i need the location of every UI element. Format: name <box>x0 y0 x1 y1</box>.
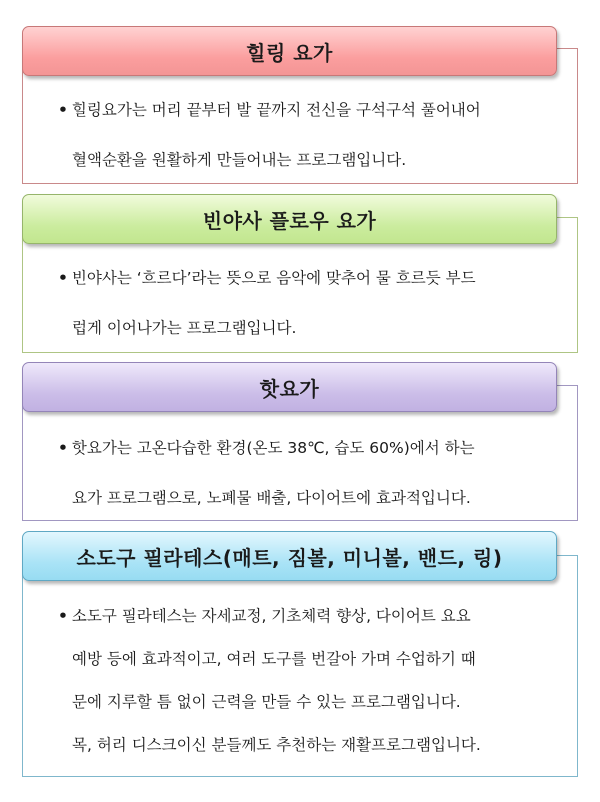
description-line: 목, 허리 디스크이신 분들께도 추천하는 재활프로그램입니다. <box>72 736 481 754</box>
description-line: 문에 지루할 틈 없이 근력을 만들 수 있는 프로그램입니다. <box>72 693 461 711</box>
program-title-header: 핫요가 <box>22 362 557 412</box>
bullet-icon: • <box>58 101 68 119</box>
description-line: • 소도구 필라테스는 자세교정, 기초체력 향상, 다이어트 요요 <box>58 607 471 625</box>
description-line: 럽게 이어나가는 프로그램입니다. <box>72 319 297 337</box>
bullet-icon: • <box>58 269 68 287</box>
program-title-header: 소도구 필라테스(매트, 짐볼, 미니볼, 밴드, 링) <box>22 531 557 581</box>
description-line: 예방 등에 효과적이고, 여러 도구를 번갈아 가며 수업하기 때 <box>72 650 476 668</box>
description-line: • 빈야사는 ‘흐르다’라는 뜻으로 음악에 맞추어 물 흐르듯 부드 <box>58 269 476 287</box>
description-line: • 힐링요가는 머리 끝부터 발 끝까지 전신을 구석구석 풀어내어 <box>58 101 481 119</box>
bullet-icon: • <box>58 607 68 625</box>
description-line: 혈액순환을 원활하게 만들어내는 프로그램입니다. <box>72 151 407 169</box>
program-title-header: 빈야사 플로우 요가 <box>22 194 557 244</box>
description-line: 요가 프로그램으로, 노폐물 배출, 다이어트에 효과적입니다. <box>72 489 471 507</box>
bullet-icon: • <box>58 439 68 457</box>
description-line: • 핫요가는 고온다습한 환경(온도 38℃, 습도 60%)에서 하는 <box>58 439 475 457</box>
program-title-header: 힐링 요가 <box>22 26 557 76</box>
